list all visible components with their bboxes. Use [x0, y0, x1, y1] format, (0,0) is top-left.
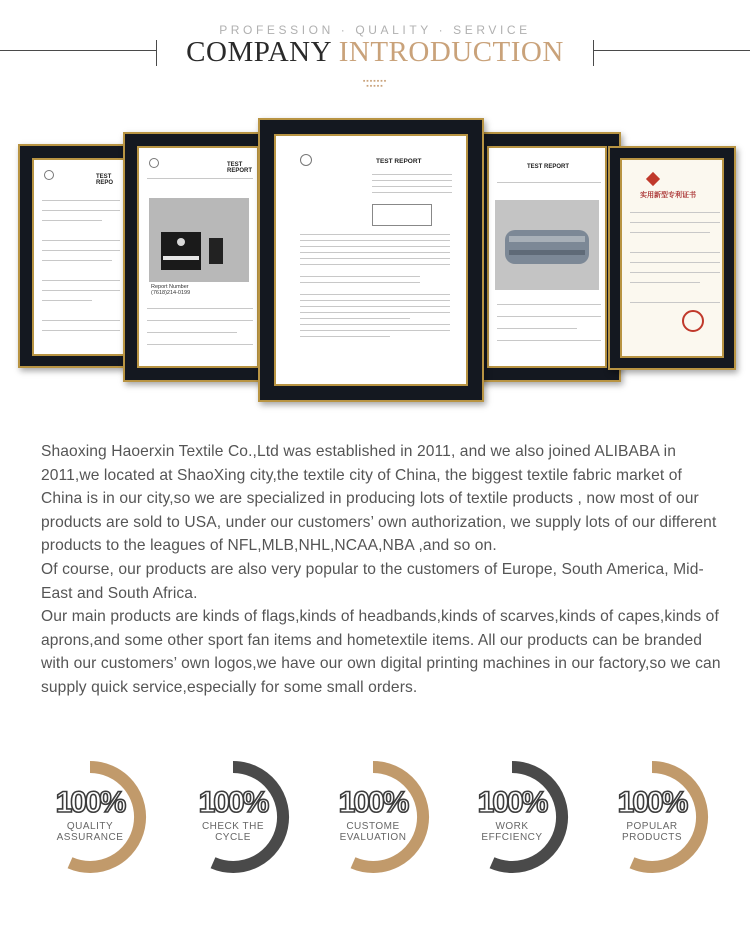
certificate-frame-2 — [123, 132, 273, 382]
company-introduction-text — [41, 440, 721, 700]
badge-label: WORK EFFCIENCY — [481, 821, 543, 843]
certifier-logo — [44, 170, 54, 180]
report-number: Report Number (7618)214-0199 — [151, 284, 191, 296]
certifier-logo — [300, 154, 312, 166]
badge-quality-assurance — [33, 760, 147, 900]
certificate-5-title: 实用新型专利证书 — [640, 192, 696, 199]
intro-paragraph-2: Of course, our products are also very popular to the customers of Europe, South America, Mid-East and South Africa. — [41, 560, 704, 602]
certificate-frame-5 — [608, 146, 736, 370]
badge-percent: 100% — [617, 786, 687, 819]
badge-percent: 100% — [55, 786, 125, 819]
highlight-badges — [0, 760, 750, 910]
certificate-2-title: TEST REPORT — [227, 162, 253, 174]
certifier-logo — [149, 158, 159, 168]
intro-paragraph-3: Our main products are kinds of flags,kinds of headbands,kinds of scarves,kinds of capes,kinds of aprons,and some other sport fan items and hometextile items. All our products can be branded with our customers’ own logos,we have our own digital printing machines in our factory,so we can supply quick service,especially for some small orders. — [41, 608, 721, 696]
intro-paragraph-1: Shaoxing Haoerxin Textile Co.,Ltd was established in 2011, and we also joined ALIBABA in 2011,we located at ShaoXing city,the textile city of China, the biggest textile fabric market of China is in our city,so we are specialized in producing lots of textile products , now most of our products are sold to USA, under our customers’ own authorization, we supply lots of our different products to the leagues of NFL,MLB,NHL,NCAA,NBA ,and so on. — [41, 443, 717, 555]
badge-check-the-cycle — [176, 760, 290, 900]
decorative-dots: ▪▪▪▪▪▪▪ ▪▪▪▪▪ — [362, 78, 388, 90]
red-seal-stamp — [682, 310, 704, 332]
patent-emblem — [646, 172, 660, 186]
badge-work-effciency — [455, 760, 569, 900]
badge-percent: 100% — [198, 786, 268, 819]
certificate-1-title: TEST REPO — [96, 174, 114, 186]
badge-label: CHECK THE CYCLE — [201, 821, 265, 843]
certificate-frame-1 — [18, 144, 138, 368]
badge-label: QUALITY ASSURANCE — [56, 821, 124, 843]
badge-popular-products — [595, 760, 709, 900]
badge-percent: 100% — [477, 786, 547, 819]
badge-custome-evaluation — [316, 760, 430, 900]
header-subtitle: PROFESSION · QUALITY · SERVICE — [219, 23, 531, 37]
certificate-frame-4 — [473, 132, 621, 382]
product-photo-headband — [495, 200, 599, 290]
badge-label: CUSTOME EVALUATION — [339, 821, 407, 843]
badge-label: POPULAR PRODUCTS — [621, 821, 683, 843]
product-photo-scarf — [149, 198, 249, 282]
certificate-frame-3 — [258, 118, 484, 402]
certificate-3-title: TEST REPORT — [376, 158, 422, 165]
title-word-company: COMPANY — [186, 36, 331, 68]
title-word-introduction: INTRODUCTION — [338, 36, 564, 68]
certificate-gallery — [0, 110, 750, 410]
page-title — [0, 36, 750, 69]
section-header — [0, 0, 750, 110]
certificate-4-title: TEST REPORT — [527, 164, 570, 170]
badge-percent: 100% — [338, 786, 408, 819]
